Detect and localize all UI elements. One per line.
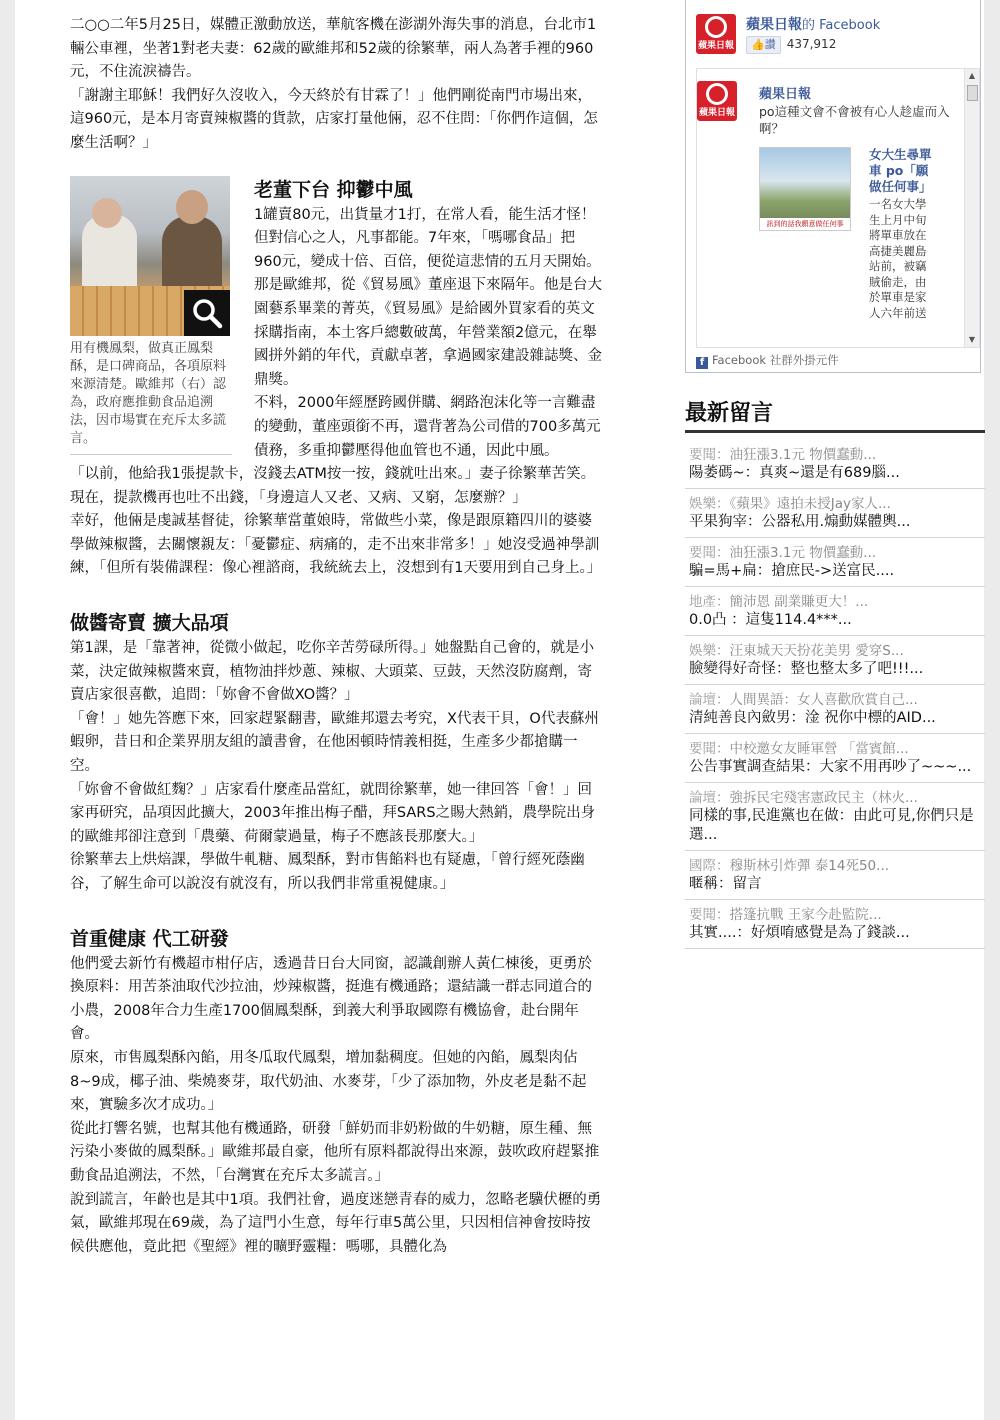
comment-topic-link[interactable]: 油狂漲3.1元 物價蠢動... <box>729 447 877 463</box>
scroll-up-icon[interactable]: ▲ <box>968 71 976 80</box>
article-paragraph: 但對信心之人，凡事都能。7年來，「嗎哪食品」把960元，變成十倍、百倍，便從這悲情的五月天開始。 <box>254 230 601 270</box>
apple-daily-logo[interactable]: 蘋果日報 <box>696 14 736 54</box>
comment-item[interactable] <box>685 851 985 900</box>
section-heading: 老董下台 抑鬱中風 <box>254 178 413 201</box>
facebook-footer[interactable]: f Facebook 社群外掛元件 <box>696 352 839 369</box>
comment-item[interactable] <box>685 685 985 734</box>
latest-comments-list <box>685 440 985 949</box>
comment-body[interactable]: 暱稱：留言 <box>689 876 762 892</box>
comment-topic-link[interactable]: 搭篷抗戰 王家今赴監院... <box>729 907 882 923</box>
comment-category: 國際： <box>689 858 730 874</box>
facebook-stream[interactable] <box>696 68 980 348</box>
comment-topic-link[interactable]: 簡沛恩 副業賺更大！... <box>729 594 869 610</box>
comment-topic-link[interactable]: 強拆民宅殘害憲政民主（林火... <box>729 790 918 806</box>
figure-caption: 用有機鳳梨，做真正鳳梨酥，是口碑商品，各項原料來源清楚。歐維邦（右）認為，政府應推動食品追溯法，因市場實在充斥太多謊言。 <box>70 340 227 446</box>
comment-body[interactable]: 清純善良內斂男：淦 祝你中標的AID... <box>689 710 936 726</box>
comment-category: 要聞： <box>689 447 730 463</box>
comment-item[interactable] <box>685 783 985 851</box>
comment-item[interactable] <box>685 489 985 538</box>
article-paragraph: 第1課，是「靠著神，從微小做起，吃你辛苦勞碌所得。」她盤點自己會的，就是小菜，決定做辣椒醬來賣，植物油拌炒蔥、辣椒、大頭菜、豆鼓，天然沒防腐劑，寄賣店家很喜歡，追問：「妳會不會做XO醬？」 <box>70 640 594 704</box>
comment-topic-link[interactable]: 穆斯林引炸彈 泰14死50... <box>729 858 890 874</box>
article-paragraph: 原來，市售鳳梨酥內餡，用冬瓜取代鳳梨，增加黏稠度。但她的內餡，鳳梨肉佔8~9成，椰子油、柴燒麥芽，取代奶油、水麥芽，「少了添加物，外皮老是黏不起來，實驗多次才成功。」 <box>70 1049 587 1114</box>
article-paragraph: 他們愛去新竹有機超市柑仔店，透過昔日台大同窗，認識創辦人黃仁棟後，更勇於換原料：用苦茶油取代沙拉油，炒辣椒醬，挺進有機通路；還結識一群志同道合的小農，2008年合力生產1700個鳳梨酥，到義大利爭取國際有機協會，赴台開年會。 <box>70 955 592 1043</box>
comment-category: 論壇： <box>689 692 730 708</box>
post-author[interactable]: 蘋果日報 <box>759 87 812 102</box>
article-paragraph: 幸好，他倆是虔誠基督徒，徐繁華當董娘時，常做些小菜，像是跟原籍四川的婆婆學做辣椒醬，去關懷親友：「憂鬱症、病痛的，走不出來非常多！」她沒受過神學訓練，「但所有裝備課程：像心裡諮商，我統統去上，沒想到有1天要用到自己身上。」 <box>70 513 602 577</box>
post-link-title[interactable]: 女大生尋單車 po「願做任何事」 <box>869 147 932 194</box>
article-paragraph: 「謝謝主耶穌！我們好久沒收入，今天終於有甘霖了！」他們剛從南門市場出來，這960元，是本月寄賣辣椒醬的貨款，店家打量他倆，忍不住問：「你們作這個，怎麼生活啊？」 <box>70 87 598 151</box>
article-paragraph: 「以前，他給我1張提款卡，沒錢去ATM按一按，錢就吐出來。」妻子徐繁華苦笑。現在，提款機再也吐不出錢，「身邊這人又老、又病、又窮，怎麼辦？」 <box>70 466 596 506</box>
comment-category: 要聞： <box>689 907 730 923</box>
comment-body[interactable]: 臉變得好奇怪：整也整太多了吧!!!... <box>689 661 924 677</box>
facebook-page-link[interactable]: 蘋果日報 <box>746 17 802 33</box>
post-text: po這種文會不會被有心人趁虛而入啊？ <box>759 104 950 136</box>
comment-item[interactable] <box>685 587 985 636</box>
comment-category: 娛樂： <box>689 496 730 512</box>
facebook-suffix: 的 Facebook <box>802 18 881 33</box>
comment-category: 地產： <box>689 594 730 610</box>
facebook-icon: f <box>696 357 708 369</box>
comment-item[interactable] <box>685 900 985 949</box>
latest-comments-title: 最新留言 <box>685 398 985 433</box>
comment-item[interactable] <box>685 636 985 685</box>
scroll-down-icon[interactable]: ▼ <box>968 335 976 344</box>
article-paragraph: 二○○二年5月25日，媒體正激動放送，華航客機在澎湖外海失事的消息，台北市1輛公車裡，坐著1對老夫妻：62歲的歐維邦和52歲的徐繁華，兩人為著手裡的960元，不住流淚禱告。 <box>70 17 597 81</box>
article-paragraph: 說到謊言，年齡也是其中1項。我們社會，過度迷戀青春的威力，忽略老驥伏櫪的勇氣，歐維邦現在69歲，為了這門小生意，每年行車5萬公里，只因相信神會按時按候供應他，竟此把《聖經》裡的曠野靈糧：嗎哪，具體化為 <box>70 1191 602 1255</box>
comment-body[interactable]: 騙=馬+扁：搶庶民->送富民.... <box>689 563 895 579</box>
article-paragraph: 1罐賣80元，出貨量才1打，在常人看，能生活才怪！ <box>254 206 596 223</box>
article-paragraph: 從此打響名號，也幫其他有機通路，研發「鮮奶而非奶粉做的牛奶糖，原生種、無污染小麥做的鳳梨酥。」歐維邦最自豪，他所有原料都說得出來源，鼓吹政府趕緊推動食品追溯法，不然，「台灣實在充斥太多謊言。」 <box>70 1120 600 1184</box>
comment-item[interactable] <box>685 734 985 783</box>
comment-item[interactable] <box>685 440 985 489</box>
comment-category: 娛樂： <box>689 643 730 659</box>
article-paragraph: 「妳會不會做紅麴？」店家看什麼產品當紅，就問徐繁華，她一律回答「會！」回家再研究，品項因此擴大，2003年推出梅子醋，拜SARS之賜大熱銷，農學院出身的歐維邦卻注意到「農藥、荷爾蒙過量，梅子不應該長那麼大。」 <box>70 781 596 845</box>
article-paragraph: 徐繁華去上烘焙課，學做牛軋糖、鳳梨酥，對市售餡料也有疑慮，「曾行經死蔭幽谷，了解生命可以說沒有就沒有，所以我們非常重視健康。」 <box>70 852 585 892</box>
comment-category: 論壇： <box>689 790 730 806</box>
section-heading: 做醬寄賣 擴大品項 <box>70 612 229 635</box>
comment-body[interactable]: 同樣的事,民進黨也在做：由此可見,你們只是選... <box>689 808 974 843</box>
article-paragraph: 「會！」她先答應下來，回家趕緊翻書，歐維邦還去考究，X代表干貝，O代表蘇州蝦卵，昔日和企業界朋友組的讀書會，在他困頓時情義相挺，生產多少都搶購一空。 <box>70 710 599 775</box>
comment-body[interactable]: 平果狗宰：公器私用.煽動媒體輿... <box>689 514 911 530</box>
facebook-header <box>696 14 881 54</box>
article-paragraph: 那是歐維邦，從《貿易風》董座退下來隔年。他是台大園藝系畢業的菁英，《貿易風》是給國外買家看的英文採購指南，本土客戶總數破萬，年營業額2億元，在舉國拼外銷的年代，貢獻卓著，拿過國家建設雜誌獎、金鼎獎。 <box>254 277 602 388</box>
comment-body[interactable]: 公告事實調查結果：大家不用再吵了~~~... <box>689 759 972 775</box>
comment-topic-link[interactable]: 油狂漲3.1元 物價蠢動... <box>729 545 877 561</box>
like-button[interactable]: 👍讚 <box>746 36 781 54</box>
comment-topic-link[interactable]: 人間異語：女人喜歡欣賞自己... <box>729 692 918 708</box>
zoom-icon[interactable] <box>184 290 230 336</box>
post-link-description: 一名女大學生上月中旬將單車放在高捷美麗島站前，被竊賊偷走，由於單車是家人六年前送 <box>869 197 927 320</box>
section-heading: 首重健康 代工研發 <box>70 927 229 950</box>
facebook-widget <box>685 0 981 373</box>
post-author-avatar[interactable]: 蘋果日報 <box>697 81 737 121</box>
comment-body[interactable]: 0.0凸 ：這隻114.4***... <box>689 612 852 628</box>
post-thumbnail[interactable]: 訊到的話我願意做任何事 <box>759 147 851 231</box>
comment-body[interactable]: 陽萎碼~：真爽~還是有689腦... <box>689 465 900 481</box>
scroll-thumb[interactable] <box>967 85 978 101</box>
comment-topic-link[interactable]: 中校邀女友睡軍營 「當賓館... <box>729 741 909 757</box>
comment-category: 要聞： <box>689 545 730 561</box>
comment-topic-link[interactable]: 汪東城天天扮花美男 愛穿S... <box>729 643 904 659</box>
comment-category: 要聞： <box>689 741 730 757</box>
article-photo[interactable] <box>70 176 230 336</box>
stream-scrollbar[interactable] <box>964 69 979 347</box>
comment-body[interactable]: 其實....：好煩唷感覺是為了錢談... <box>689 925 910 941</box>
article-paragraph: 不料，2000年經歷跨國併購、網路泡沫化等一言難盡的變動，董座頭銜不再，還背著為公司借的700多萬元債務，多重抑鬱壓得他血管也不通，因此中風。 <box>254 395 601 459</box>
page <box>15 0 984 1420</box>
comment-item[interactable] <box>685 538 985 587</box>
article-figure <box>70 176 232 455</box>
like-count: 437,912 <box>786 37 837 51</box>
article-body <box>70 14 602 1259</box>
comment-topic-link[interactable]: 《蘋果》遠拍未授Jay家人... <box>729 496 891 512</box>
